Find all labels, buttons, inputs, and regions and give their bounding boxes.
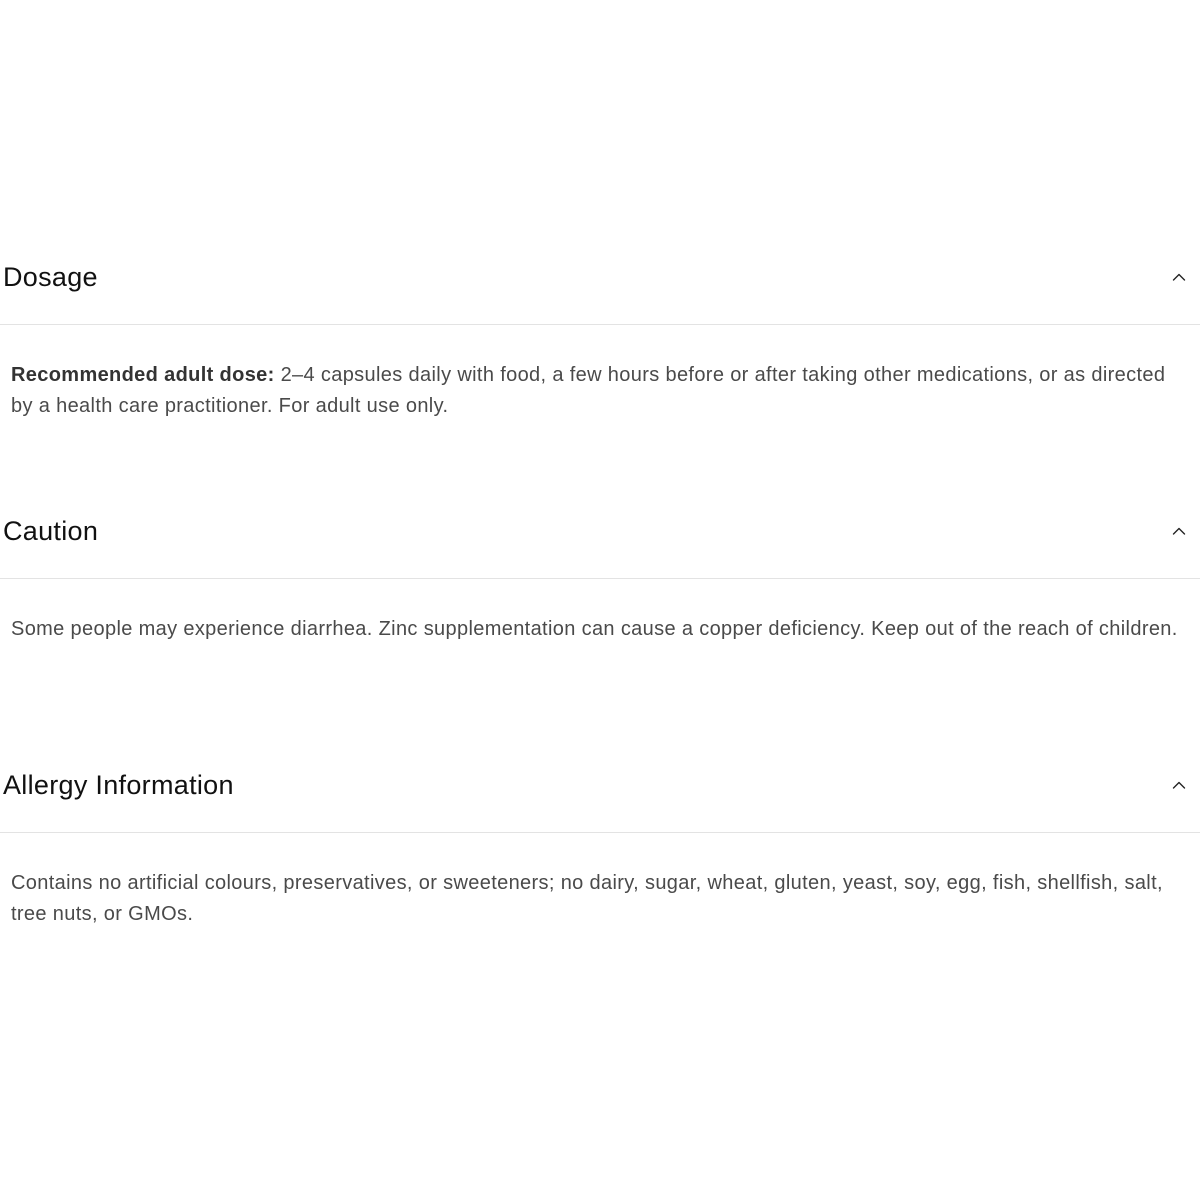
section-divider (0, 832, 1200, 833)
caution-header[interactable] (0, 486, 1200, 578)
section-divider (0, 324, 1200, 325)
caution-title: Caution (3, 516, 99, 546)
allergy-header[interactable] (0, 740, 1200, 832)
dosage-label: Recommended adult dose: (11, 364, 275, 386)
allergy-title: Allergy Information (3, 770, 234, 800)
chevron-up-icon[interactable] (1170, 776, 1188, 794)
dosage-header[interactable] (0, 232, 1200, 324)
caution-content: Some people may experience diarrhea. Zinc supplementation can cause a copper deficiency. Keep out of the reach of children. (11, 618, 1178, 640)
dosage-text: 2–4 capsules daily with food, a few hours before or after taking other medications, or as directed by a health care practitioner. For adult use only. (11, 364, 1166, 417)
dosage-title: Dosage (3, 262, 98, 292)
allergy-content: Contains no artificial colours, preservatives, or sweeteners; no dairy, sugar, wheat, gluten, yeast, soy, egg, fish, shellfish, salt, tree nuts, or GMOs. (11, 872, 1163, 925)
chevron-up-icon[interactable] (1170, 268, 1188, 286)
section-divider (0, 578, 1200, 579)
dosage-content (11, 360, 1191, 422)
chevron-up-icon[interactable] (1170, 522, 1188, 540)
